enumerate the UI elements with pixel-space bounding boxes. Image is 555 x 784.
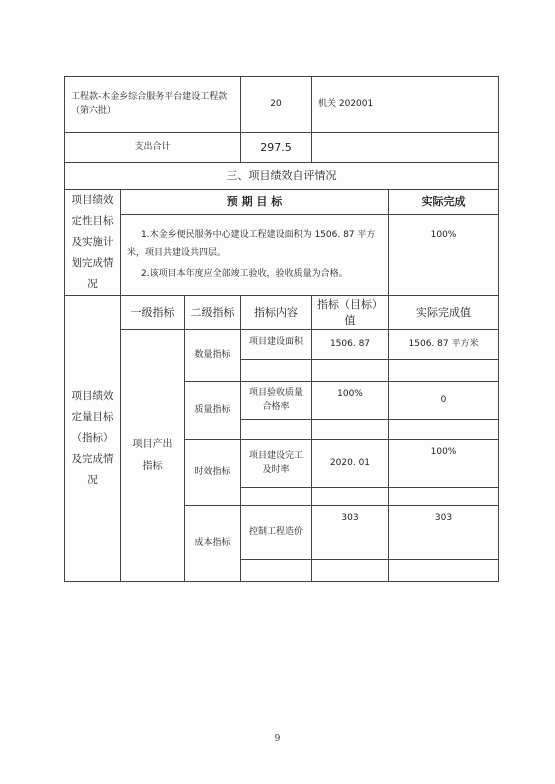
- target-value: 1506. 87: [329, 338, 371, 349]
- goal-item-1: 1.木金乡便民服务中心建设工程建设面积为 1506. 87 平方米，项目共建设共四层。: [127, 230, 376, 258]
- project-expense-row: [65, 77, 499, 133]
- total-label-cell: [65, 133, 241, 163]
- project-name-cell: [65, 77, 241, 133]
- total-row: [65, 133, 499, 163]
- blank-cell: [312, 360, 389, 382]
- target-header-cell: [312, 296, 389, 330]
- qualitative-actual-value: 100%: [430, 230, 457, 241]
- performance-table: [64, 76, 499, 582]
- level1-header-cell: [121, 296, 185, 330]
- content-cell: [241, 506, 312, 560]
- quantitative-side-label-cell: [65, 296, 121, 582]
- qualitative-header-row: [65, 190, 499, 215]
- content-value: 控制工程造价: [248, 526, 303, 537]
- target-value: 303: [341, 513, 359, 523]
- content-value: 项目建设面积: [248, 337, 303, 347]
- level1-value-cell: [121, 330, 185, 582]
- blank-cell: [241, 560, 312, 582]
- level2-header-cell: [185, 296, 241, 330]
- target-header: 指标（目标）值: [317, 297, 383, 327]
- blank-cell: [312, 420, 389, 440]
- actual-cell: [389, 382, 499, 420]
- page-number: 9: [274, 734, 281, 744]
- level2-cell: [185, 330, 241, 382]
- actual-cell: [389, 440, 499, 488]
- actual-done-header: 实际完成: [421, 195, 466, 209]
- blank-cell: [389, 488, 499, 506]
- blank-cell: [241, 488, 312, 506]
- total-empty-cell: [312, 133, 499, 163]
- target-value: 100%: [337, 389, 363, 399]
- blank-cell: [389, 420, 499, 440]
- content-cell: [241, 382, 312, 420]
- target-value: 2020. 01: [329, 457, 371, 468]
- total-value: 297.5: [260, 140, 292, 154]
- goal-item-2: 2.该项目本年度应全部竣工验收，验收质量为合格。: [141, 268, 348, 279]
- level2-cell: [185, 382, 241, 440]
- expected-goals-cell: [121, 215, 389, 296]
- content-header: 指标内容: [254, 305, 298, 319]
- org-cell: [312, 77, 499, 133]
- level2-value: 质量指标: [194, 404, 231, 415]
- level1-value: 项目产出指标: [132, 438, 173, 472]
- actual-cell: [389, 506, 499, 560]
- target-cell: [312, 506, 389, 560]
- content-header-cell: [241, 296, 312, 330]
- total-value-cell: [241, 133, 312, 163]
- target-cell: [312, 330, 389, 360]
- actual-value: 100%: [430, 447, 457, 457]
- section-title-cell: [65, 163, 499, 190]
- level2-value: 数量指标: [194, 349, 231, 360]
- content-value: 项目建设完工及时率: [248, 451, 303, 475]
- actual-cell: [389, 330, 499, 360]
- level2-value: 时效指标: [194, 466, 231, 477]
- actual-value: 0: [440, 394, 447, 405]
- blank-cell: [389, 360, 499, 382]
- total-label: 支出合计: [134, 141, 171, 152]
- level2-cell: [185, 440, 241, 506]
- section-title-row: [65, 163, 499, 190]
- blank-cell: [241, 420, 312, 440]
- level2-cell: [185, 506, 241, 582]
- qualitative-side-label: 项目绩效定性目标及实施计划完成情况: [71, 194, 114, 290]
- quantitative-side-label: 项目绩效定量目标（指标）及完成情况: [71, 390, 114, 486]
- table-row: [65, 330, 499, 360]
- target-cell: [312, 382, 389, 420]
- amount-cell: [241, 77, 312, 133]
- actual-done-header-cell: [389, 190, 499, 215]
- level2-value: 成本指标: [194, 537, 231, 548]
- blank-cell: [241, 360, 312, 382]
- project-amount: 20: [270, 98, 282, 109]
- actual-value: 1506. 87 平方米: [408, 338, 479, 349]
- org-code: 机关 202001: [318, 98, 374, 109]
- actual-header: 实际完成值: [416, 305, 471, 319]
- content-value: 项目验收质量合格率: [248, 388, 303, 412]
- content-cell: [241, 330, 312, 360]
- blank-cell: [389, 560, 499, 582]
- target-cell: [312, 440, 389, 488]
- content-cell: [241, 440, 312, 488]
- section-title: 三、项目绩效自评情况: [226, 169, 337, 183]
- actual-header-cell: [389, 296, 499, 330]
- qualitative-side-label-cell: [65, 190, 121, 296]
- project-name: 工程款-木金乡综合服务平台建设工程款（第六批）: [71, 92, 228, 116]
- qualitative-actual-cell: [389, 215, 499, 296]
- level2-header: 二级指标: [190, 305, 235, 319]
- actual-value: 303: [434, 513, 453, 523]
- blank-cell: [312, 560, 389, 582]
- quantitative-header-row: [65, 296, 499, 330]
- blank-cell: [312, 488, 389, 506]
- level1-header: 一级指标: [130, 305, 175, 319]
- expected-goal-header-cell: [121, 190, 389, 215]
- expected-goal-header: 预 期 目 标: [226, 195, 283, 209]
- qualitative-goals-row: [65, 215, 499, 296]
